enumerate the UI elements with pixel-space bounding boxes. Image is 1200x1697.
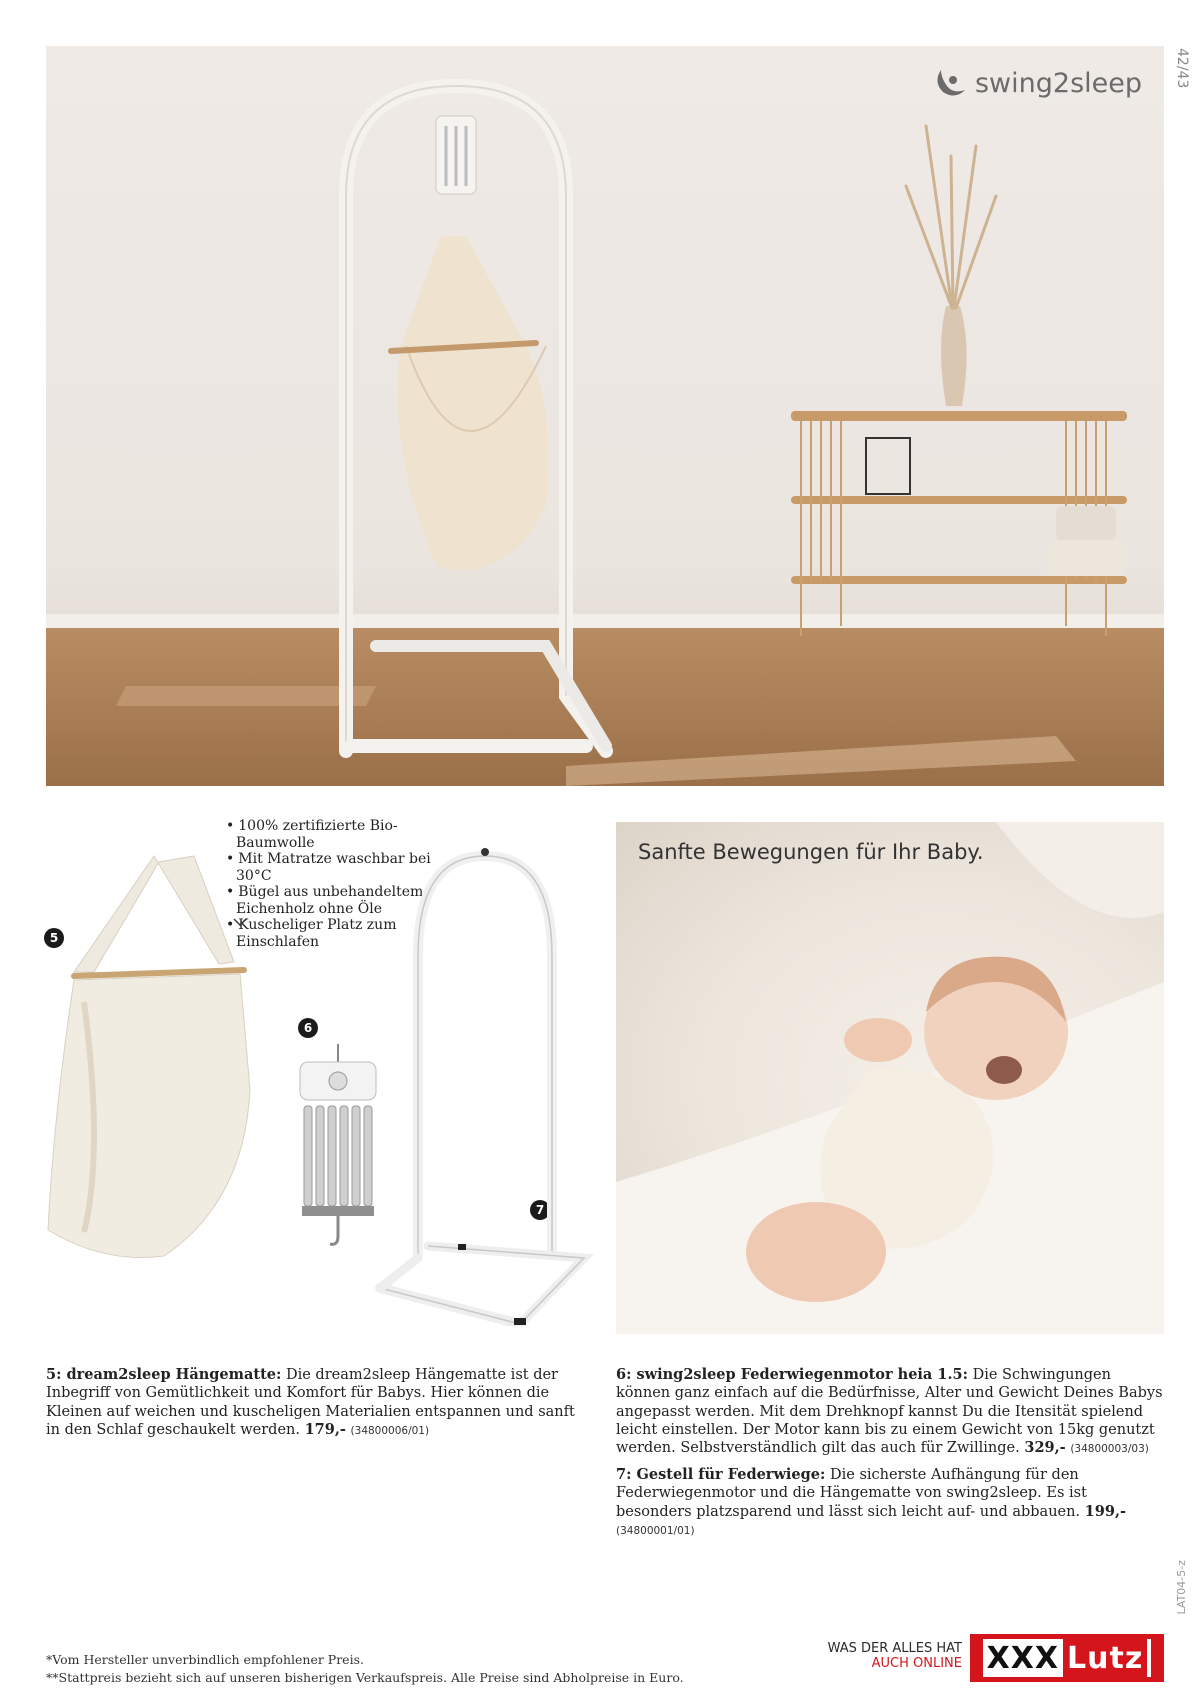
product-price: 199,- [1084,1502,1127,1520]
claim-line-1: WAS DER ALLES HAT [827,1641,962,1656]
product-text: Die dream2sleep Hängematte ist der Inbegriff von Gemütlichkeit und Komfort für Babys. Hier können die Kleinen auf weichen und kuscheligen Materialien entspannen und sanft in den Schlaf geschaukelt werden. [46,1367,575,1438]
xxxlutz-logo [970,1634,1164,1682]
product-code: (34800003/03) [1070,1443,1149,1456]
feature-item: • Bügel aus unbehandeltem Eichenholz ohne Öle [222,884,462,917]
product-price: 179,- [304,1420,346,1438]
catalog-code: LAT04-5-z [1175,1560,1188,1615]
page-number: 42/43 [1174,48,1190,89]
product-title: 5: dream2sleep Hängematte: [46,1366,282,1383]
hero-scene [46,46,1164,786]
brand-logo [931,66,1142,100]
footnote-prices: **Stattpreis bezieht sich auf unseren bisherigen Verkaufspreis. Alle Preise sind Abholpreise in Euro. [46,1670,684,1685]
product-title: 6: swing2sleep Federwiegenmotor heia 1.5: [616,1366,968,1383]
footnote-rrp: *Vom Hersteller unverbindlich empfohlener Preis. [46,1652,364,1667]
product-badge-5: 5 [44,928,64,948]
claim-line-2: AUCH ONLINE [871,1656,962,1671]
product-description-5 [46,1366,586,1440]
feature-item: • Kuscheliger Platz zum Einschlafen [222,917,462,950]
product-code: (34800001/01) [616,1524,695,1537]
feature-item: • Mit Matratze waschbar bei 30°C [222,851,462,884]
baby-photo [616,822,1164,1334]
hero-photo [46,46,1164,786]
photo-caption: Sanfte Bewegungen für Ihr Baby. [638,840,984,864]
logo-lutz: Lutz [1063,1639,1147,1677]
logo-xxx: XXX [986,1640,1060,1676]
product-badge-7: 7 [530,1200,550,1220]
product-description-6 [616,1366,1164,1458]
hammock-product-image [44,852,264,1264]
feature-item: • 100% zertifizierte Bio-Baumwolle [222,818,462,851]
swing2sleep-moon-icon [931,66,969,100]
online-claim [780,1641,962,1671]
product-text: Die Schwingungen können ganz einfach auf die Bedürfnisse, Alter und Gewicht Deines Babys angepasst werden. Mit dem Drehknopf kannst Du die Itensität spielend leicht einstellen. Der Motor kann bis zu einem Gewicht von 15kg genutzt werden. Selbstverständlich gilt das auch für Zwillinge. [616,1367,1163,1457]
product-code: (34800006/01) [350,1424,430,1437]
product-text: Die sicherste Aufhängung für den Federwiegenmotor und die Hängematte von swing2sleep. Es ist besonders platzsparend und lässt sich leicht auf- und abbauen. [616,1467,1087,1520]
product-badge-6: 6 [298,1018,318,1038]
product-title: 7: Gestell für Federwiege: [616,1466,826,1483]
frame-product-image [370,846,596,1326]
spring-motor-product-image [296,1040,380,1248]
product-description-7 [616,1466,1164,1540]
product-price: 329,- [1024,1439,1066,1457]
brand-name: swing2sleep [974,67,1142,99]
